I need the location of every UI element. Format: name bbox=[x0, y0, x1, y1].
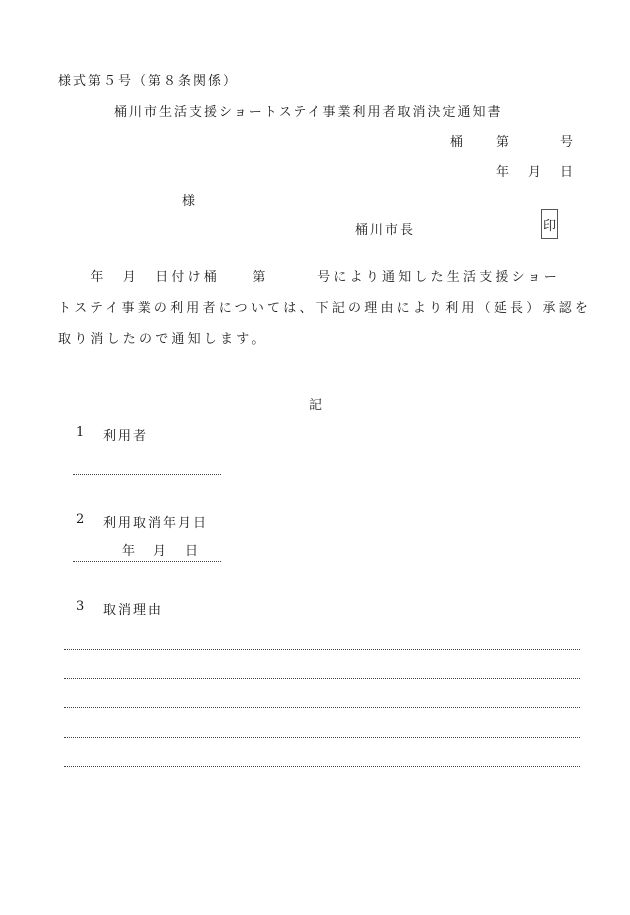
body-paragraph bbox=[58, 262, 592, 355]
reason-line-5 bbox=[64, 766, 580, 767]
document-title: 桶川市生活支援ショートステイ事業利用者取消決定通知書 bbox=[114, 105, 503, 120]
item1-number: 1 bbox=[76, 425, 85, 440]
item2-month: 月 bbox=[153, 544, 167, 559]
reason-line-2 bbox=[64, 678, 580, 679]
reason-line-4 bbox=[64, 737, 580, 738]
date-day: 日 bbox=[560, 165, 574, 180]
item2-fill-line bbox=[73, 561, 221, 562]
body-line-2: トステイ事業の利用者については、下記の理由により利用（延長）承認を bbox=[58, 301, 592, 316]
item2-number: 2 bbox=[76, 512, 85, 527]
doc-number-mid: 第 bbox=[496, 135, 510, 150]
body-line-3: 取り消したので通知します。 bbox=[58, 332, 268, 347]
addressee-suffix: 様 bbox=[182, 194, 196, 209]
form-number: 様式第５号（第８条関係） bbox=[58, 74, 239, 89]
reason-line-1 bbox=[64, 649, 580, 650]
doc-number-prefix: 桶 bbox=[450, 135, 464, 150]
item2-label: 利用取消年月日 bbox=[103, 516, 209, 531]
date-month: 月 bbox=[528, 165, 542, 180]
item1-label: 利用者 bbox=[103, 429, 149, 444]
date-year: 年 bbox=[496, 165, 510, 180]
item3-number: 3 bbox=[76, 599, 85, 614]
item2-year: 年 bbox=[122, 544, 136, 559]
seal-mark: 印 bbox=[542, 218, 556, 234]
body-line-1: 年 月 日付け桶 第 号により通知した生活支援ショー bbox=[58, 270, 560, 285]
reason-line-3 bbox=[64, 707, 580, 708]
item3-label: 取消理由 bbox=[103, 603, 164, 618]
item1-fill-line bbox=[73, 474, 221, 475]
notes-heading: 記 bbox=[309, 398, 323, 413]
item2-day: 日 bbox=[185, 544, 199, 559]
sender-name: 桶川市長 bbox=[355, 223, 416, 238]
seal-box bbox=[541, 209, 558, 239]
doc-number-suffix: 号 bbox=[560, 135, 574, 150]
